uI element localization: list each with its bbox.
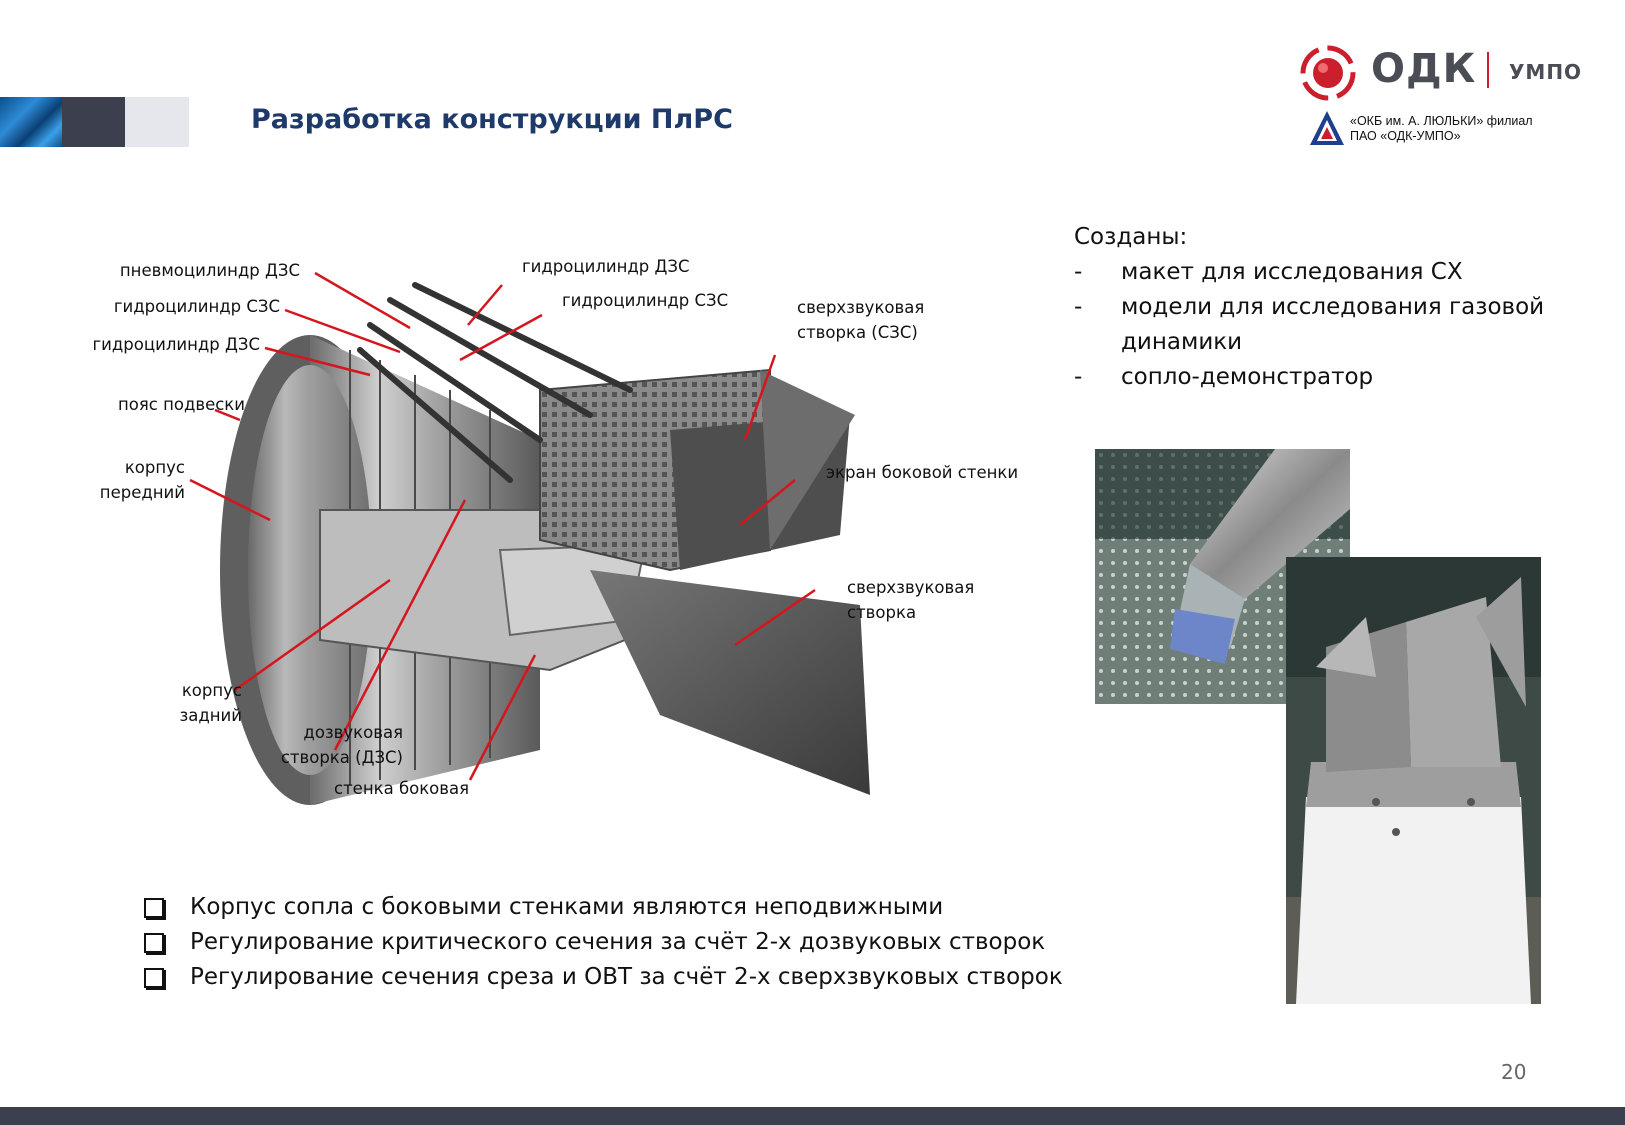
label-supersonic-flap-szs [797, 295, 924, 345]
label-rear-case [179, 678, 242, 728]
bullet-item [144, 925, 1063, 960]
label-suspension-belt: пояс подвески [117, 395, 245, 414]
logo-separator [1487, 52, 1489, 88]
created-item-text: модели для исследования газовой динамики [1121, 294, 1545, 355]
label-front-case-line-1: корпус [124, 458, 185, 477]
label-supersonic-flap-szs-line-2: створка (СЗС) [797, 323, 918, 342]
bullet-text: Корпус сопла с боковыми стенками являются неподвижными [190, 894, 944, 920]
label-hydro-cylinder-dzs-top: гидроцилиндр ДЗС [522, 257, 690, 276]
logo-odk-text: ОДК [1371, 46, 1477, 92]
footer-bar [0, 1107, 1625, 1125]
label-front-case [100, 455, 185, 505]
checkbox-square-icon [144, 898, 164, 918]
demonstrator-photo [1286, 557, 1541, 1004]
key-points-list [144, 890, 1063, 995]
odk-logo-icon [1293, 38, 1363, 108]
label-front-case-line-2: передний [99, 483, 185, 502]
label-rear-case-line-2: задний [179, 706, 242, 725]
label-supersonic-flap [847, 575, 974, 625]
label-supersonic-flap-line-1: сверхзвуковая [847, 578, 975, 597]
created-item-text: макет для исследования СХ [1121, 259, 1463, 285]
created-item [1074, 255, 1594, 290]
label-subsonic-flap [281, 720, 403, 770]
label-supersonic-flap-szs-line-1: сверхзвуковая [797, 298, 925, 317]
label-subsonic-flap-line-2: створка (ДЗС) [280, 748, 403, 767]
bullet-item [144, 960, 1063, 995]
header-decoration-dark [62, 97, 125, 147]
page-title: Разработка конструкции ПлРС [251, 104, 733, 135]
branch-line-2: ПАО «ОДК-УМПО» [1350, 129, 1461, 143]
created-item [1074, 290, 1594, 360]
checkbox-square-icon [144, 933, 164, 953]
label-supersonic-flap-line-2: створка [847, 603, 917, 622]
label-rear-case-line-1: корпус [181, 681, 242, 700]
nozzle-diagram [70, 240, 1035, 820]
okb-lyulka-logo-icon [1307, 108, 1347, 148]
bullet-item [144, 890, 1063, 925]
checkbox-square-icon [144, 968, 164, 988]
branch-caption [1350, 114, 1533, 144]
label-pneumo-cylinder-dzs: пневмоцилиндр ДЗС [119, 261, 300, 280]
label-side-wall: стенка боковая [334, 779, 470, 798]
created-item-dash: - [1074, 294, 1083, 320]
header-decoration-light [125, 97, 189, 147]
logo-umpo-text: УМПО [1509, 60, 1583, 84]
bullet-text: Регулирование критического сечения за счёт 2-х дозвуковых створок [190, 929, 1046, 955]
created-item-text: сопло-демонстратор [1121, 364, 1374, 390]
bullet-text: Регулирование сечения среза и ОВТ за счёт 2-х сверхзвуковых створок [190, 964, 1063, 990]
header-decoration-gradient [0, 97, 62, 147]
created-heading: Созданы: [1074, 224, 1188, 250]
label-hydro-cylinder-dzs-left: гидроцилиндр ДЗС [92, 335, 260, 354]
label-subsonic-flap-line-1: дозвуковая [303, 723, 403, 742]
branch-line-1: «ОКБ им. А. ЛЮЛЬКИ» филиал [1350, 114, 1533, 128]
label-hydro-cylinder-szs-left: гидроцилиндр СЗС [113, 297, 280, 316]
page-number: 20 [1501, 1060, 1527, 1084]
label-side-wall-screen: экран боковой стенки [826, 463, 1019, 482]
label-hydro-cylinder-szs-top: гидроцилиндр СЗС [562, 291, 729, 310]
demonstrator-photo-image [1286, 557, 1541, 1004]
created-item [1074, 360, 1594, 395]
created-item-dash: - [1074, 259, 1083, 285]
odk-umpo-logo [1293, 38, 1593, 98]
created-item-dash: - [1074, 364, 1083, 390]
created-list [1074, 220, 1594, 395]
